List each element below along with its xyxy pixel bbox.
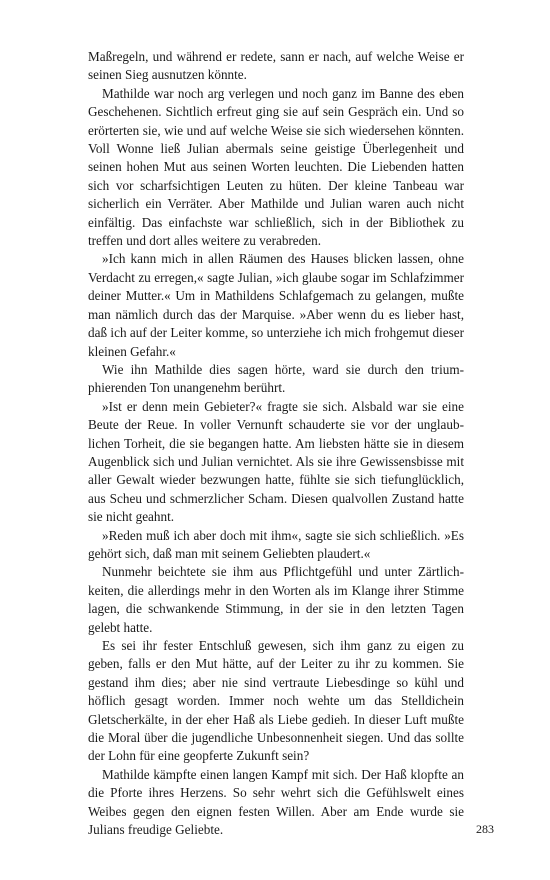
paragraph-4: Wie ihn Mathilde dies sagen hörte, ward sie durch den triumphierenden Ton unangenehm berührt.: [88, 361, 464, 396]
paragraph-6: »Reden muß ich aber doch mit ihm«, sagte sie sich schließlich. »Es gehört sich, daß man mit seinem Geliebten plaudert.«: [88, 527, 464, 561]
paragraph-1: Maßregeln, und während er redete, sann er nach, auf welche Weise er seinen Sieg ausnutzen könnte.: [88, 49, 464, 83]
paragraph-9: Mathilde kämpfte einen langen Kampf mit sich. Der Haß klopfte an die Pforte ihres Herzens. So sehr wehrt sich die Gefühlswelt eines Weibes gegen den eignen festen Willen. Aber am Ende wurde sie Julians freudige Geliebte.: [88, 766, 464, 838]
page-number: 283: [476, 822, 494, 836]
paragraph-3: »Ich kann mich in allen Räumen des Hauses blicken lassen, ohne Verdacht zu erregen,« sagte Julian, »ich glaube sogar im Schlafzimmer deiner Mutter.« Um in Mathildens Schlafgemach zu gelangen, mußte man nämlich durch das der Marquise. »Aber wenn du es lieber hast, daß ich auf der Leiter komme, so unterziehe ich mich frohgemut dieser kleinen Gefahr.«: [88, 251, 464, 359]
paragraph-7: Nunmehr beichtete sie ihm aus Pflichtgefühl und unter Zärtlichkeiten, die allerdings mehr in den Worten als im Klange ihrer Stimme lagen, die schwankende Stimmung, in der sie in den letzten Tagen gelebt hatte.: [88, 564, 464, 635]
paragraph-8: Es sei ihr fester Entschluß gewesen, sich ihm ganz zu eigen zu geben, falls er den Mut hätte, auf der Leiter zu ihr zu kommen. Sie gestand ihm dies; aber nie sind vertraute Liebesdinge so kühl und höflich gesagt worden. Immer noch wehte um das Stelldichein Gletscherkälte, in der eher Haß als Liebe gedieh. In dieser Luft mußte die Moral über die jugendliche Unbesonnenheit siegen. Und das sollte der Lohn für eine geopferte Zukunft sein?: [88, 638, 464, 764]
paragraph-2: Mathilde war noch arg verlegen und noch ganz im Banne des eben Geschehenen. Sichtlich erfreut ging sie auf sein Gespräch ein. Und so erörterten sie, wie und auf welche Weise sie sich wiedersehen könnten. Voll Wonne ließ Julian abermals seine geistige Überlegenheit und seinen hohen Mut aus seinen Worten leuchten. Die Liebenden hatten sich vor scharfsichtigen Leuten zu hüten. Der kleine Tanbeau war sicherlich ein Verräter. Aber Mathilde und Julian waren auch nicht einfältig. Das einfachste war schließlich, sich in der Bibliothek zu treffen und dort alles weitere zu verabreden.: [88, 85, 464, 249]
paragraph-5: »Ist er denn mein Gebieter?« fragte sie sich. Alsbald war sie eine Beute der Reue. In voller Vernunft schauderte sie vor der unglaublichen Torheit, die sie begangen hatte. Am liebsten hätte sie in diesem Augenblick sich und Julian vernichtet. Als sie ihre Gewissensbisse mit aller Gewalt wieder bezwungen hatte, fühlte sie sich tiefunglücklich, aus Scheu und schmerzlicher Scham. Diesen qualvollen Zustand hatte sie nicht geahnt.: [88, 398, 464, 525]
page-body: [88, 48, 464, 838]
